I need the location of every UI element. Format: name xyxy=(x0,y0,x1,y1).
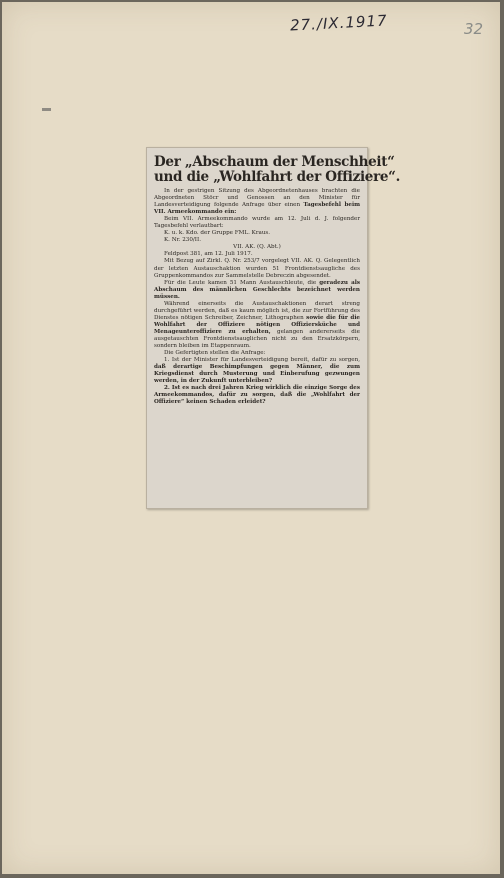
page-number: 32 xyxy=(464,20,484,38)
question-2: 2. Ist es nach drei Jahren Krieg wirklich die einzige Sorge des Armeekommandos, dafür zu sorgen, daß die „Wohlfahrt der Offiziere“ keinen Schaden erleidet? xyxy=(154,385,360,406)
welfare-text-a: Während einerseits die Austauschaktionen derart streng durchgeführt werden, daß es kaum möglich ist, die zur Fortführung des Dienstes nötigen Schreiber, Zeichner, Lithographen xyxy=(154,300,360,321)
intro-paragraph xyxy=(154,188,360,216)
welfare-text-c: gelangen andererseits die ausgetauschten Frontdienstsauglichen nicht zu den Ersatzkörpern, sondern bleiben im Etappenraum. xyxy=(154,328,360,350)
inquiry-intro: Die Gefertigten stellen die Anfrage: xyxy=(164,350,266,357)
question-1 xyxy=(154,357,360,385)
handwritten-date: 27./IX.1917 xyxy=(289,11,388,35)
welfare-paragraph xyxy=(154,301,360,350)
welfare-bold-text: sowie die für die Wohlfahrt der Offiziere nötigen Offiziersküche und Menageunteroffiziere zu erhalten, xyxy=(154,314,360,335)
intro-text: In der gestrigen Sitzung des Abgeordnetenhauses brachten die Abgeordneten Stöcr und Genossen an den Minister für Landesverteidigung folgende Anfrage über einen xyxy=(154,188,360,209)
pencil-mark xyxy=(42,108,51,111)
scum-paragraph xyxy=(154,280,360,301)
question-1-bold: daß derartige Beschimpfungen gegen Männer, die zum Kriegsdienst durch Musterung und Einberufung gezwungen werden, in der Zukunft unterbleiben? xyxy=(154,364,360,385)
headline-line-1: Der „Abschaum der Menschheit“ xyxy=(154,154,395,170)
headline-line-2: und die „Wohlfahrt der Offiziere“. xyxy=(154,169,401,185)
archive-sheet xyxy=(2,2,500,874)
scum-bold-text: geradezu als Abschaum des männlichen Geschlechts bezeichnet werden müssen. xyxy=(154,279,361,300)
question-1-text: 1. Ist der Minister für Landesverteidigung bereit, dafür zu sorgen, xyxy=(164,357,360,364)
command-line-1: K. u. k. Kdo. der Gruppe FML. Kraus. xyxy=(164,230,271,237)
exchange-paragraph: Mit Bezug auf Zirkl. Q. Nr. 253/7 vorgelegt VII. AK. Q. Gelegentlich der letzten Austauschaktion wurden 51 Frontdienstsaugliche des Gruppenkommandos zur Sammelstelle Debreczin abgesendet. xyxy=(154,258,360,279)
command-line-4: Feldpost 381, am 12. Juli 1917. xyxy=(164,251,253,258)
scum-text: Für die Leute kamen 51 Mann Austauschleute, die xyxy=(164,279,317,286)
article-headline xyxy=(154,154,401,185)
command-line-2: K. Nr. 230/II. xyxy=(164,237,202,244)
intro-bold-text: Tagesbefehl beim VII. Armeekommando ein: xyxy=(154,202,360,216)
newspaper-clipping xyxy=(146,147,401,509)
order-intro-paragraph: Beim VII. Armeekommando wurde am 12. Juli d. J. folgender Tagesbefehl verlautbart: xyxy=(154,216,360,230)
command-line-3: VII. AK. (Q. Abt.) xyxy=(233,244,281,251)
